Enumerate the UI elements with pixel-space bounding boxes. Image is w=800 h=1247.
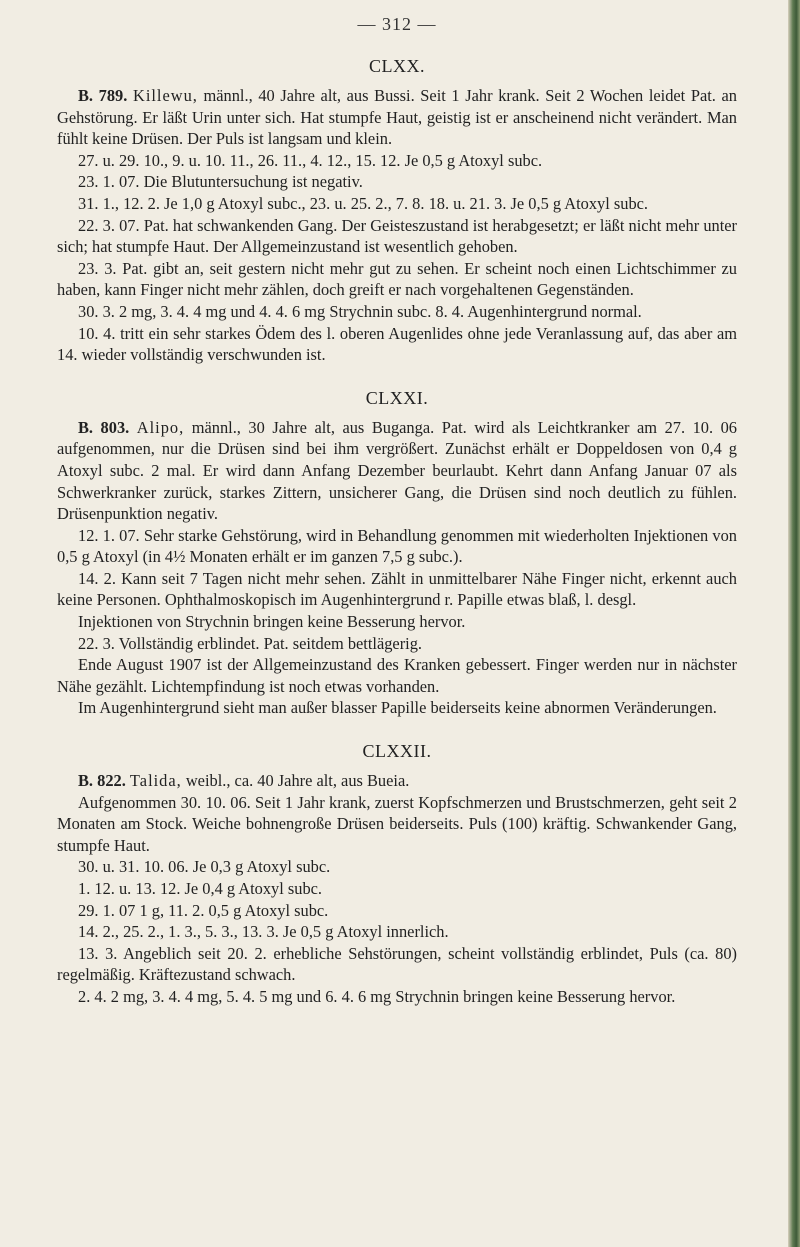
case-id: B. 822. <box>78 771 126 791</box>
paragraph: 23. 3. Pat. gibt an, seit gestern nicht mehr gut zu sehen. Er scheint noch einen Lichtschimmer zu haben, kann Finger nicht mehr zählen, doch greift er nach vorgehaltenen Gegenständen. <box>57 258 737 300</box>
book-page <box>57 14 737 1008</box>
paragraph: 27. u. 29. 10., 9. u. 10. 11., 26. 11., 4. 12., 15. 12. Je 0,5 g Atoxyl subc. <box>78 150 543 170</box>
paragraph: 14. 2. Kann seit 7 Tagen nicht mehr sehen. Zählt in unmittelbarer Nähe Finger nicht, erkennt auch keine Personen. Ophthalmoskopisch im Augenhintergrund r. Papille etwas blaß, l. desgl. <box>57 568 737 610</box>
page-number: — 312 — <box>357 14 437 34</box>
paragraph: 12. 1. 07. Sehr starke Gehstörung, wird in Behandlung genommen mit wiederholten Injektionen von 0,5 g Atoxyl (in 4½ Monaten erhält er im ganzen 7,5 g subc.). <box>57 525 737 567</box>
patient-name: Talida, <box>129 771 182 791</box>
case-heading: CLXXI. <box>365 387 429 408</box>
paragraph: Im Augenhintergrund sieht man außer blasser Papille beiderseits keine abnormen Veränderungen. <box>78 698 717 718</box>
paragraph: 30. 3. 2 mg, 3. 4. 4 mg und 4. 4. 6 mg Strychnin subc. 8. 4. Augenhintergrund normal. <box>78 301 642 321</box>
paragraph: 29. 1. 07 1 g, 11. 2. 0,5 g Atoxyl subc. <box>78 900 329 920</box>
paragraph: 1. 12. u. 13. 12. Je 0,4 g Atoxyl subc. <box>78 879 323 898</box>
paragraph: 31. 1., 12. 2. Je 1,0 g Atoxyl subc., 23. u. 25. 2., 7. 8. 18. u. 21. 3. Je 0,5 g Atoxyl subc. <box>78 193 649 213</box>
paragraph: 30. u. 31. 10. 06. Je 0,3 g Atoxyl subc. <box>78 857 331 877</box>
case-id: B. 789. <box>78 86 128 105</box>
case-id: B. 803. <box>78 417 130 437</box>
paragraph-text: männl., 30 Jahre alt, aus Buganga. Pat. wird als Leichtkranker am 27. 10. 06 aufgenommen, nur die Drüsen sind bei ihm vergrößert. Zunächst erhält er Doppeldosen von 0,4 g Atoxyl subc. 2 mal. Er wird dann Anfang Dezember beurlaubt. Kehrt dann Anfang Januar 07 als Schwerkranker zurück, starkes Zittern, unsicherer Gang, die Drüsen sind noch deutlich zu fühlen. Drüsenpunktion negativ. <box>57 417 738 524</box>
paragraph: 22. 3. 07. Pat. hat schwankenden Gang. Der Geisteszustand ist herabgesetzt; er läßt nicht mehr unter sich; hat stumpfe Haut. Der Allgemeinzustand ist wesentlich gehoben. <box>57 215 737 257</box>
case-intro <box>57 417 737 525</box>
patient-name: Killewu, <box>132 86 198 105</box>
paragraph: 22. 3. Vollständig erblindet. Pat. seitdem bettlägerig. <box>78 633 423 653</box>
case-heading: CLXXII. <box>362 741 432 762</box>
paragraph: Aufgenommen 30. 10. 06. Seit 1 Jahr krank, zuerst Kopfschmerzen und Brustschmerzen, geht seit 2 Monaten am Stock. Weiche bohnengroße Drüsen beiderseits. Puls (100) kräftig. Schwankender Gang, stumpfe Haut. <box>57 792 737 855</box>
case-intro <box>57 770 737 792</box>
paragraph-text: weibl., ca. 40 Jahre alt, aus Bueia. <box>181 771 410 791</box>
case-intro <box>57 85 737 150</box>
paragraph: 14. 2., 25. 2., 1. 3., 5. 3., 13. 3. Je 0,5 g Atoxyl innerlich. <box>78 922 449 942</box>
case-heading: CLXX. <box>369 56 425 76</box>
paragraph: 13. 3. Angeblich seit 20. 2. erhebliche Sehstörungen, scheint vollständig erblindet, Puls (ca. 80) regelmäßig. Kräftezustand schwach. <box>57 943 737 985</box>
paragraph: 2. 4. 2 mg, 3. 4. 4 mg, 5. 4. 5 mg und 6. 4. 6 mg Strychnin bringen keine Besserung hervor. <box>78 986 676 1006</box>
paragraph: 10. 4. tritt ein sehr starkes Ödem des l. oberen Augenlides ohne jede Veranlassung auf, das aber am 14. wieder vollständig verschwunden ist. <box>57 323 737 365</box>
patient-name: Alipo, <box>136 417 185 437</box>
paragraph: 23. 1. 07. Die Blutuntersuchung ist negativ. <box>78 172 363 192</box>
paragraph: Injektionen von Strychnin bringen keine Besserung hervor. <box>78 612 466 632</box>
paragraph-text: männl., 40 Jahre alt, aus Bussi. Seit 1 Jahr krank. Seit 2 Wochen leidet Pat. an Gehstörung. Er läßt Urin unter sich. Hat stumpfe Haut, geistig ist er anscheinend nicht verändert. Man fühlt keine Drüsen. Der Puls ist langsam und klein. <box>57 86 737 149</box>
binding-edge <box>788 0 800 1247</box>
paragraph: Ende August 1907 ist der Allgemeinzustand des Kranken gebessert. Finger werden nur in nächster Nähe gezählt. Lichtempfindung ist noch etwas vorhanden. <box>57 655 737 696</box>
